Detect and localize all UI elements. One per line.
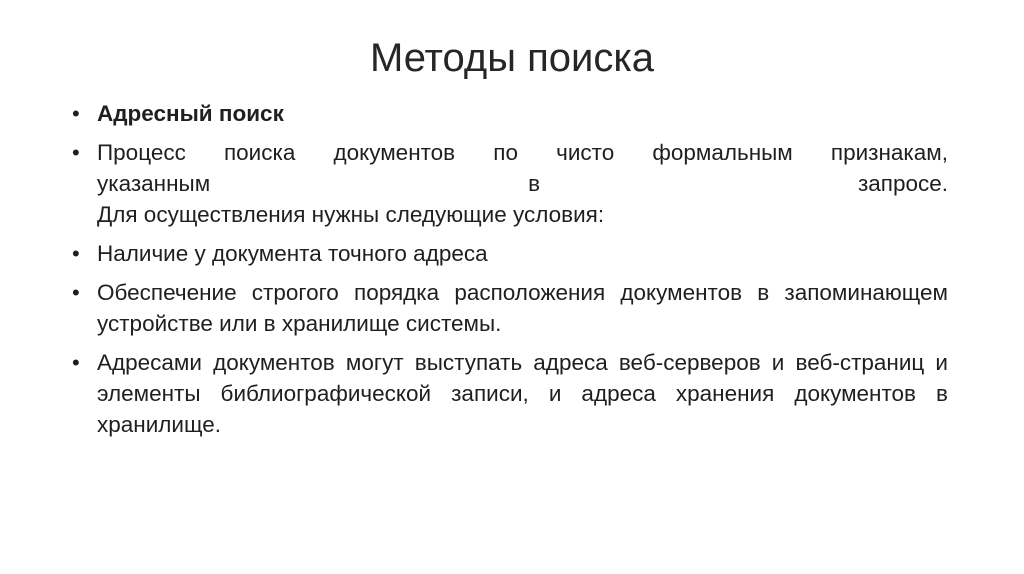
bullet-item-order [72, 277, 948, 339]
bullet-dot-icon: • [72, 101, 80, 126]
bullet-item-process [72, 137, 948, 230]
bullet-text-line-2: указанным в запросе. [97, 171, 948, 196]
bullet-dot-icon: • [72, 350, 80, 375]
bullet-dot-icon: • [72, 241, 80, 266]
bullet-item-exact-address [72, 238, 948, 269]
bullet-text: Наличие у документа точного адреса [97, 241, 488, 266]
bullet-text: Адресами документов могут выступать адреса веб-серверов и веб-страниц и элементы библиографической записи, и адреса хранения документов в хранилище. [97, 350, 948, 437]
bullet-text-line-3: Для осуществления нужны следующие условия: [97, 202, 605, 227]
bullet-text-line-1: Процесс поиска документов по чисто формальным признакам, [97, 140, 948, 165]
bullet-text: Адресный поиск [97, 101, 284, 126]
slide-title: Методы поиска [369, 36, 654, 80]
bullet-list [72, 98, 948, 448]
bullet-item-address-search [72, 98, 948, 129]
bullet-dot-icon: • [72, 140, 80, 165]
bullet-item-addresses [72, 347, 948, 440]
bullet-dot-icon: • [72, 280, 80, 305]
bullet-text: Обеспечение строгого порядка расположения документов в запоминающем устройстве или в хранилище системы. [97, 280, 948, 336]
